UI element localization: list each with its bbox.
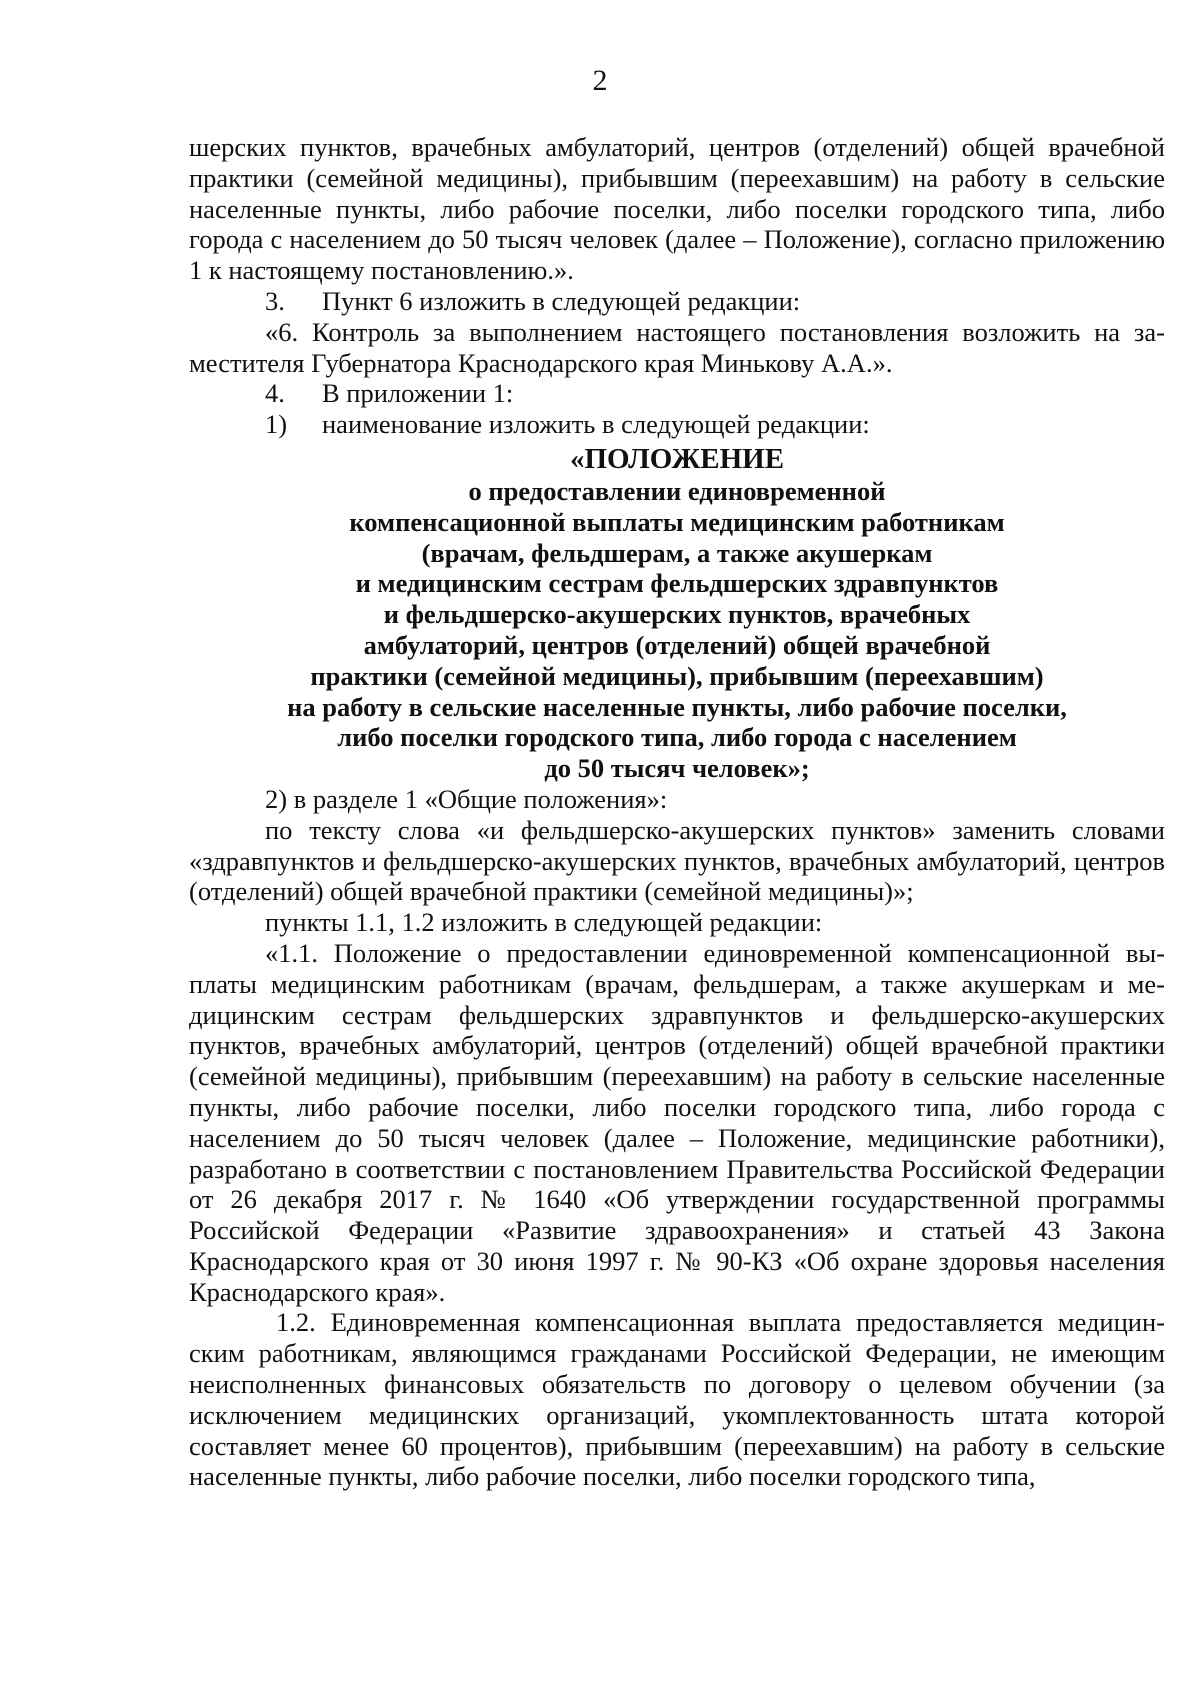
paragraph-replace-words: по тексту слова «и фельдшерско-акушерских пунктов» заменить словами «здравпунктов и фельдшерско-акушерских пунктов, врачебных амбулаторий, центров (отделений) общей врачебной практики (семейной медицины)»; <box>189 814 1165 907</box>
item-number: 3. <box>265 285 285 316</box>
heading-line: и фельдшерско-акушерских пунктов, врачебных <box>383 599 971 630</box>
item-text: Пункт 6 изложить в следующей редакции: <box>322 285 801 316</box>
heading-line: на работу в сельские населенные пункты, либо рабочие поселки, <box>287 691 1067 722</box>
heading-line: и медицинским сестрам фельдшерских здравпунктов <box>355 568 999 599</box>
heading-line: практики (семейной медицины), прибывшим (переехавшим) <box>310 660 1044 691</box>
item-3-quote: «6. Контроль за выполнением настоящего постановления возложить на заместителя Губернатора Краснодарского края Минькову А.А.». <box>189 316 1165 378</box>
section-heading <box>189 442 1165 784</box>
paragraph-intro: шерских пунктов, врачебных амбулаторий, центров (отделений) общей врачебной практики (семейной медицины), прибывшим (переехавшим) на работу в сельские населенные пункты, либо рабочие поселки, либо поселки городского типа, либо города с населением до 50 тысяч человек (далее – Положение), согласно приложению 1 к настоящему постановлению.». <box>189 132 1165 286</box>
heading-title: «ПОЛОЖЕНИЕ <box>569 442 785 475</box>
document-body <box>189 132 1165 1492</box>
subitem-2: 2) в разделе 1 «Общие положения»: <box>265 783 668 814</box>
heading-subtitle <box>189 476 1165 784</box>
subitem-number: 1) <box>265 409 288 440</box>
page-number: 2 <box>592 64 608 97</box>
item-3 <box>189 286 1165 317</box>
heading-line: до 50 тысяч человек»; <box>544 753 810 784</box>
heading-line: компенсационной выплаты медицинским работникам <box>349 506 1005 537</box>
paragraph-points-intro: пункты 1.1, 1.2 изложить в следующей редакции: <box>265 907 823 938</box>
subitem-1 <box>189 409 1165 440</box>
item-4 <box>189 378 1165 409</box>
subitem-text: наименование изложить в следующей редакции: <box>322 409 870 440</box>
heading-line: (врачам, фельдшерам, а также акушеркам <box>421 537 933 568</box>
item-number: 4. <box>265 378 285 409</box>
heading-line: амбулаторий, центров (отделений) общей врачебной <box>363 629 991 660</box>
heading-line: о предоставлении единовременной <box>468 475 886 506</box>
paragraph-1-2: 1.2. Единовременная компенсационная выплата предоставляется медицинским работникам, являющимся гражданами Российской Федерации, не имеющим неисполненных финансовых обязательств по договору о целевом обучении (за исключением медицинских организаций, укомплектованность штата которой составляет менее 60 процентов), прибывшим (переехавшим) на работу в сельские населенные пункты, либо рабочие поселки, либо поселки городского типа, <box>189 1307 1165 1492</box>
item-text: В приложении 1: <box>322 378 514 409</box>
heading-line: либо поселки городского типа, либо города с населением <box>337 722 1017 753</box>
paragraph-1-1: «1.1. Положение о предоставлении единовременной компенсационной выплаты медицинским работникам (врачам, фельдшерам, а также акушеркам и медицинским сестрам фельдшерских здравпунктов и фельдшерско-акушерских пунктов, врачебных амбулаторий, центров (отделений) общей врачебной практики (семейной медицины), прибывшим (переехавшим) на работу в сельские населенные пункты, либо рабочие поселки, либо поселки городского типа, либо города с населением до 50 тысяч человек (далее – Положение, медицинские работники), разработано в соответствии с постановлением Правительства Российской Федерации от 26 декабря 2017 г. № 1640 «Об утверждении государственной программы Российской Федерации «Развитие здравоохранения» и статьей 43 Закона Краснодарского края от 30 июня 1997 г. № 90-КЗ «Об охране здоровья населения Краснодарского края». <box>189 937 1165 1307</box>
